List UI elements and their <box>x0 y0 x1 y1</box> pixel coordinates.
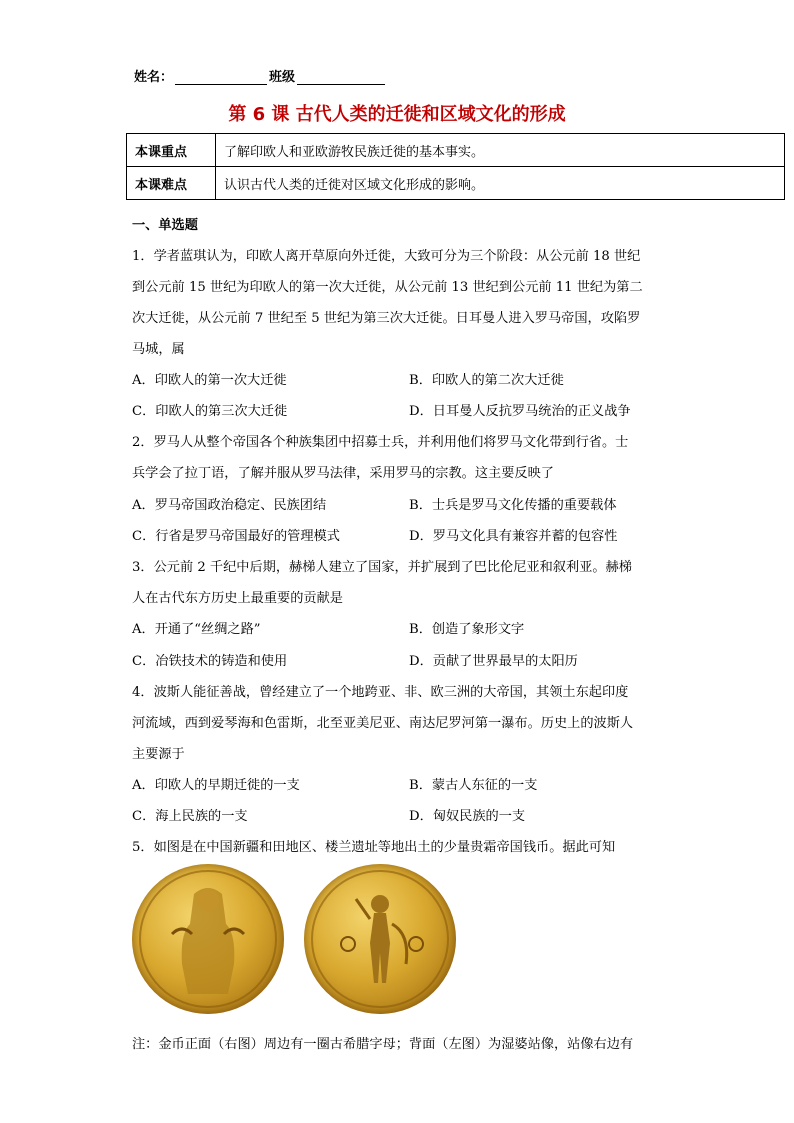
q4-line: 河流域，西到爱琴海和色雷斯，北至亚美尼亚、南达尼罗河第一瀑布。历史上的波斯人 <box>132 716 634 731</box>
q3-option-b[interactable]: B．创造了象形文字 <box>409 622 525 637</box>
lesson-info-table <box>126 133 785 200</box>
coin-image <box>132 864 462 1014</box>
info-row-difficulty <box>127 167 785 200</box>
q4-option-d[interactable]: D．匈奴民族的一支 <box>409 809 526 824</box>
q2-line: 兵学会了拉丁语，了解并服从罗马法律，采用罗马的宗教。这主要反映了 <box>132 466 554 481</box>
q4-option-c[interactable]: C．海上民族的一支 <box>132 809 248 824</box>
q4-option-a[interactable]: A．印欧人的早期迁徙的一支 <box>132 778 300 793</box>
info-row-focus <box>127 134 785 167</box>
coin-reverse-icon <box>132 864 284 1014</box>
name-label: 姓名： <box>134 70 174 85</box>
q4-line: 4．波斯人能征善战，曾经建立了一个地跨亚、非、欧三洲的大帝国，其领土东起印度 <box>132 685 629 700</box>
q1-option-a[interactable]: A．印欧人的第一次大迁徙 <box>132 373 287 388</box>
class-blank[interactable] <box>297 70 385 85</box>
name-blank[interactable] <box>175 70 267 85</box>
q2-option-d[interactable]: D．罗马文化具有兼容并蓄的包容性 <box>409 529 618 544</box>
q3-line: 3．公元前 2 千纪中后期，赫梯人建立了国家，并扩展到了巴比伦尼亚和叙利亚。赫梯 <box>132 560 632 575</box>
q1-line: 马城，属 <box>132 342 185 357</box>
info-key: 本课难点 <box>127 167 216 200</box>
lesson-title: 第 6 课 古代人类的迁徙和区域文化的形成 <box>228 104 566 125</box>
class-label: 班级 <box>269 70 296 85</box>
section-title: 一、单选题 <box>132 218 198 233</box>
q1-line: 次大迁徙，从公元前 7 世纪至 5 世纪为第三次大迁徙。日耳曼人进入罗马帝国，攻陷罗 <box>132 311 641 326</box>
q2-option-a[interactable]: A．罗马帝国政治稳定、民族团结 <box>132 498 327 513</box>
q3-option-a[interactable]: A．开通了“丝绸之路” <box>132 622 261 637</box>
q1-line: 1．学者蓝琪认为，印欧人离开草原向外迁徙，大致可分为三个阶段：从公元前 18 世纪 <box>132 249 641 264</box>
info-key: 本课重点 <box>127 134 216 167</box>
q2-line: 2．罗马人从整个帝国各个种族集团中招募士兵，并利用他们将罗马文化带到行省。士 <box>132 435 629 450</box>
q5-line: 5．如图是在中国新疆和田地区、楼兰遗址等地出土的少量贵霜帝国钱币。据此可知 <box>132 840 616 855</box>
q3-line: 人在古代东方历史上最重要的贡献是 <box>132 591 343 606</box>
info-value: 了解印欧人和亚欧游牧民族迁徙的基本事实。 <box>216 134 785 167</box>
q4-line: 主要源于 <box>132 747 185 762</box>
q2-option-c[interactable]: C．行省是罗马帝国最好的管理模式 <box>132 529 340 544</box>
q3-option-d[interactable]: D．贡献了世界最早的太阳历 <box>409 654 578 669</box>
q2-option-b[interactable]: B．士兵是罗马文化传播的重要载体 <box>409 498 617 513</box>
note-line: 注：金币正面（右图）周边有一圈古希腊字母；背面（左图）为湿婆站像，站像右边有 <box>132 1037 634 1052</box>
student-info-line <box>134 66 385 85</box>
q3-option-c[interactable]: C．冶铁技术的铸造和使用 <box>132 654 288 669</box>
q1-option-c[interactable]: C．印欧人的第三次大迁徙 <box>132 404 288 419</box>
q1-option-d[interactable]: D．日耳曼人反抗罗马统治的正义战争 <box>409 404 631 419</box>
q1-line: 到公元前 15 世纪为印欧人的第一次大迁徙，从公元前 13 世纪到公元前 11 世纪为第二 <box>132 280 643 295</box>
coin-obverse-icon <box>304 864 456 1014</box>
q4-option-b[interactable]: B．蒙古人东征的一支 <box>409 778 538 793</box>
info-value: 认识古代人类的迁徙对区域文化形成的影响。 <box>216 167 785 200</box>
q1-option-b[interactable]: B．印欧人的第二次大迁徙 <box>409 373 564 388</box>
